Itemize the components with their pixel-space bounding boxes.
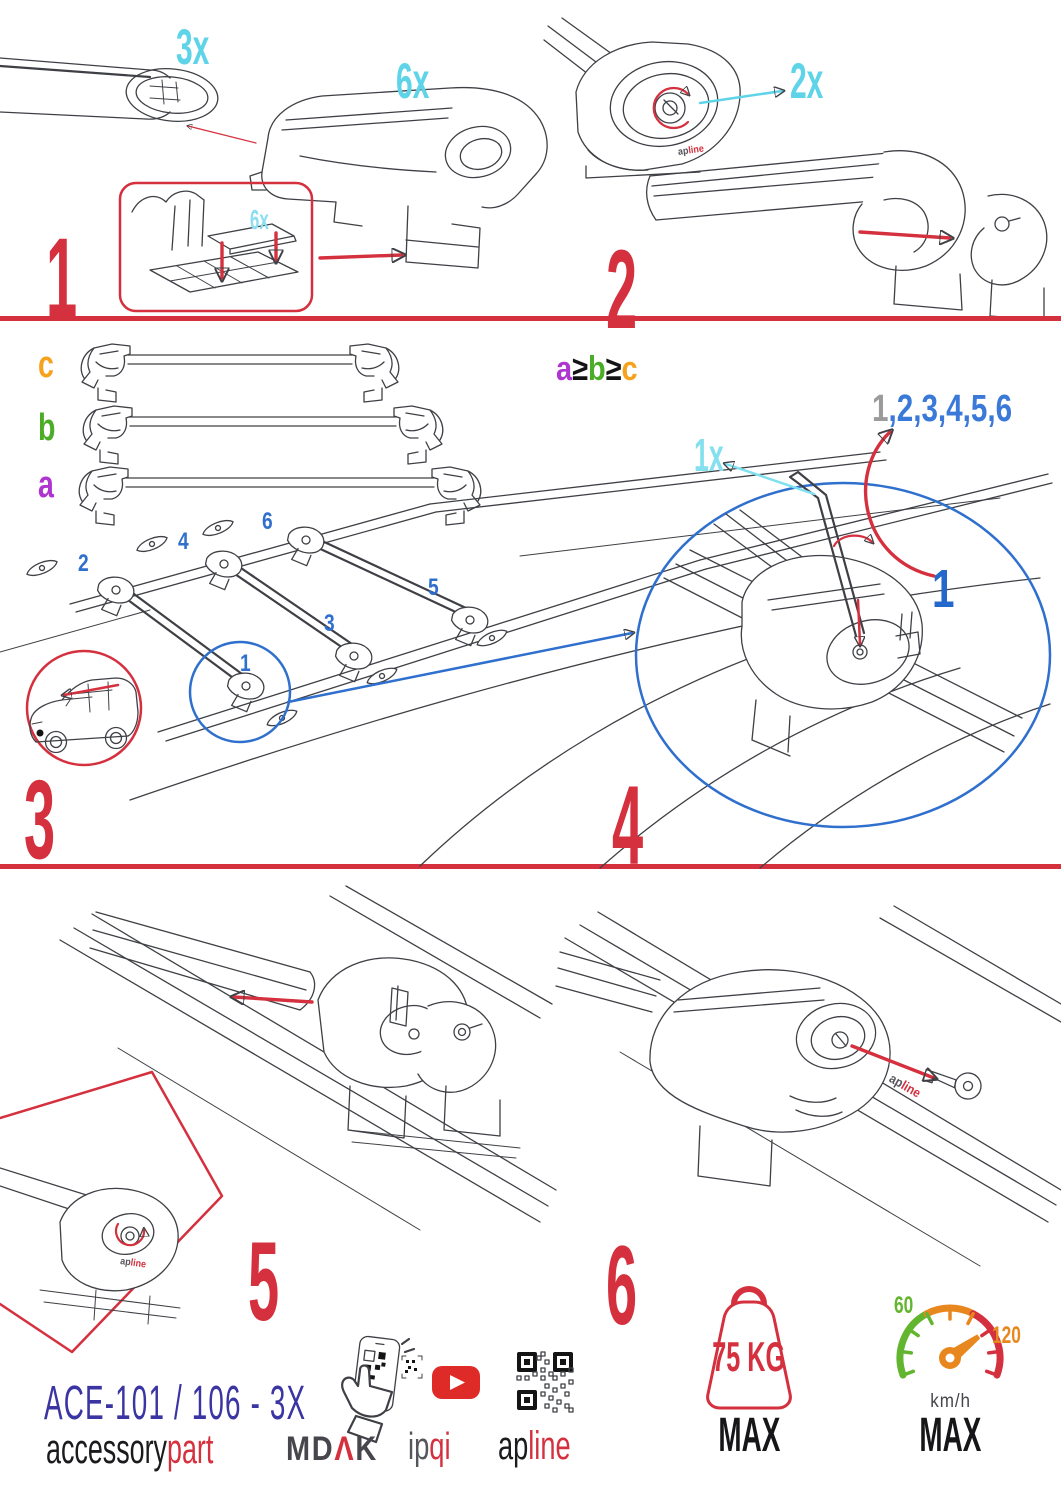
key-icon bbox=[921, 1065, 983, 1101]
position-label-5: 5 bbox=[428, 574, 439, 601]
bar-b-art bbox=[83, 406, 443, 464]
step3-car-inset-art bbox=[27, 651, 141, 765]
position-label-6: 6 bbox=[262, 508, 273, 535]
mdak-logo: MDΛK bbox=[286, 1430, 378, 1468]
step5-inset-art bbox=[0, 1072, 222, 1352]
position-label-2: 2 bbox=[78, 550, 89, 577]
step2-upper-foot-art bbox=[544, 18, 740, 178]
bar-b-label: b bbox=[38, 407, 56, 449]
step1-bar-qty-label: 3x bbox=[176, 19, 210, 75]
ipqi-logo: ipqi bbox=[408, 1426, 451, 1468]
step4-position-ref: 1 bbox=[932, 559, 955, 619]
step2-number: 2 bbox=[606, 227, 638, 352]
max-weight-value: 75 KG bbox=[712, 1333, 786, 1380]
qr-code bbox=[517, 1352, 573, 1412]
step4-tool-qty-label: 1x bbox=[694, 429, 724, 481]
step2-knob-qty-label: 2x bbox=[790, 53, 824, 109]
step1-arrow-foot-to-bar bbox=[188, 126, 256, 143]
step5-art bbox=[60, 886, 556, 1230]
speedometer-icon bbox=[900, 1308, 1000, 1375]
accessorypart-logo: accessorypart bbox=[46, 1425, 214, 1472]
step4-zoom-art bbox=[636, 429, 1050, 827]
step3-number: 3 bbox=[24, 757, 56, 882]
divider-top bbox=[0, 316, 1061, 321]
speedometer-needle bbox=[939, 1331, 983, 1369]
step1-inset-art bbox=[120, 183, 312, 311]
max-speed-label: MAX bbox=[919, 1409, 982, 1462]
brand-mark-step6: apline bbox=[886, 1070, 924, 1101]
position-label-1: 1 bbox=[240, 650, 251, 677]
max-weight-label: MAX bbox=[718, 1409, 780, 1462]
position-label-3: 3 bbox=[324, 610, 335, 637]
bar-c-label: c bbox=[38, 344, 54, 386]
brand-mark-step2: apline bbox=[677, 143, 705, 158]
bar-c-art bbox=[81, 344, 399, 402]
step6-number: 6 bbox=[606, 1223, 638, 1348]
step2-lower-art bbox=[647, 151, 1047, 320]
step1-arrow-pad-to-foot bbox=[320, 255, 402, 258]
speed-unit-label: km/h bbox=[930, 1391, 971, 1412]
step1-pad-qty-label: 6x bbox=[250, 204, 269, 235]
position-label-4: 4 bbox=[178, 528, 189, 555]
brand-mark-step5: apline bbox=[119, 1256, 147, 1271]
tighten-sequence-label: 1,2,3,4,5,6 bbox=[872, 388, 1013, 430]
step6-art bbox=[556, 906, 1061, 1266]
apline-logo: apline bbox=[498, 1424, 571, 1468]
model-code: ACE-101 / 106 - 3X bbox=[44, 1377, 307, 1430]
bar-a-label: a bbox=[38, 464, 54, 506]
divider-bottom bbox=[0, 864, 1061, 869]
step1-number: 1 bbox=[46, 215, 78, 340]
step4-number: 4 bbox=[612, 763, 644, 888]
step1-foot-qty-label: 6x bbox=[396, 53, 430, 109]
speed-60-label: 60 bbox=[894, 1292, 914, 1319]
step5-number: 5 bbox=[248, 1219, 280, 1344]
speed-120-label: 120 bbox=[992, 1322, 1021, 1349]
size-rule-label: a≥b≥c bbox=[556, 350, 638, 388]
